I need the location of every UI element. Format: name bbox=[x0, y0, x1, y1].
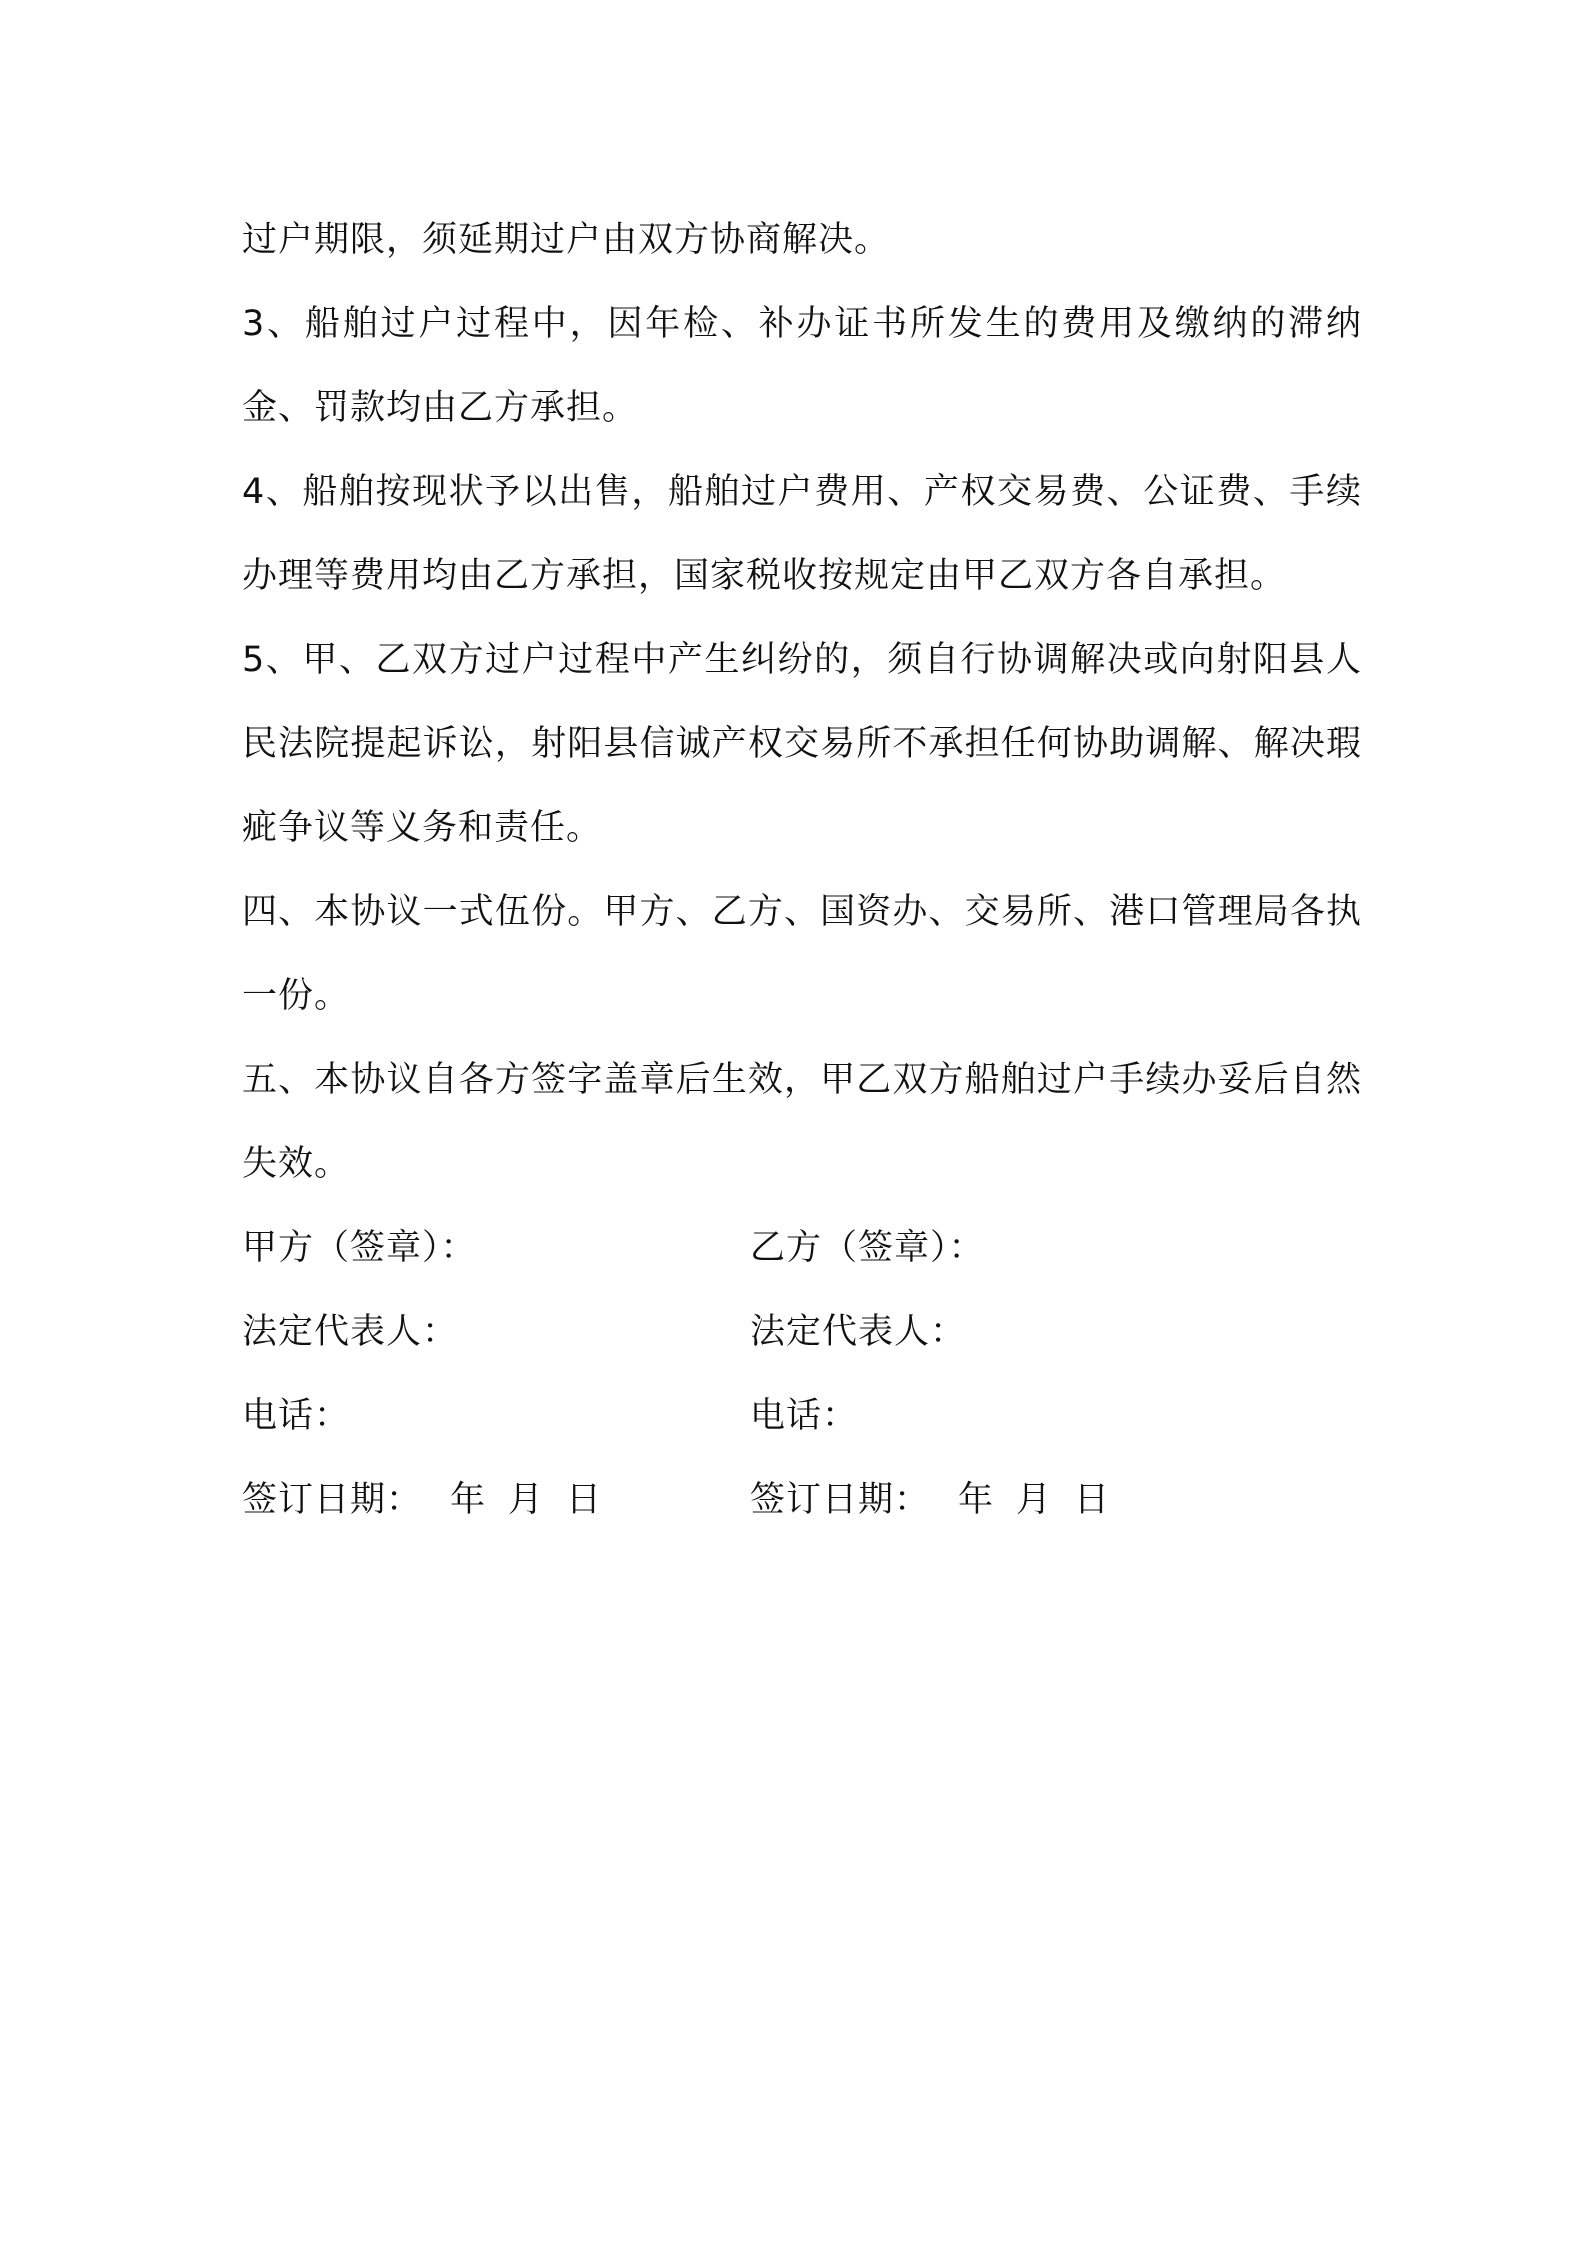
party-b-date-label: 签订日期： bbox=[750, 1480, 931, 1520]
party-a-signing-date bbox=[242, 1458, 602, 1542]
party-a-phone-label: 电话： bbox=[242, 1396, 351, 1436]
paragraph-clause-5: 5、甲、乙双方过户过程中产生纠纷的，须自行协调解决或向射阳县人民法院提起诉讼，射阳县信诚产权交易所不承担任何协助调解、解决瑕疵争议等义务和责任。 bbox=[242, 640, 1362, 848]
paragraph-copies: 四、本协议一式伍份。甲方、乙方、国资办、交易所、港口管理局各执一份。 bbox=[242, 892, 1362, 1016]
party-b-date-day: 日 bbox=[1074, 1480, 1111, 1520]
party-b-seal-label: 乙方（签章）： bbox=[750, 1228, 985, 1268]
party-b-date-year: 年 bbox=[958, 1480, 995, 1520]
signature-row-seal bbox=[242, 1206, 1362, 1290]
signature-row-date bbox=[242, 1458, 1362, 1542]
party-b-phone-label: 电话： bbox=[750, 1396, 859, 1436]
paragraph-transfer-deadline: 过户期限，须延期过户由双方协商解决。 bbox=[242, 220, 891, 260]
party-a-date-day: 日 bbox=[566, 1480, 603, 1520]
party-b-signing-date bbox=[750, 1458, 1110, 1542]
party-a-seal-label: 甲方（签章）： bbox=[242, 1228, 477, 1268]
party-a-date-year: 年 bbox=[450, 1480, 487, 1520]
signature-row-phone bbox=[242, 1374, 1362, 1458]
party-a-date-label: 签订日期： bbox=[242, 1480, 423, 1520]
party-b-date-month: 月 bbox=[1016, 1480, 1053, 1520]
document-body bbox=[242, 198, 1362, 1542]
party-a-date-month: 月 bbox=[508, 1480, 545, 1520]
paragraph-effectiveness: 五、本协议自各方签字盖章后生效，甲乙双方船舶过户手续办妥后自然失效。 bbox=[242, 1060, 1362, 1184]
party-b-representative-label: 法定代表人： bbox=[750, 1312, 967, 1352]
signature-row-representative bbox=[242, 1290, 1362, 1374]
party-a-representative-label: 法定代表人： bbox=[242, 1312, 459, 1352]
paragraph-clause-4: 4、船舶按现状予以出售，船舶过户费用、产权交易费、公证费、手续办理等费用均由乙方承担，国家税收按规定由甲乙双方各自承担。 bbox=[242, 472, 1362, 596]
paragraph-clause-3: 3、船舶过户过程中，因年检、补办证书所发生的费用及缴纳的滞纳金、罚款均由乙方承担。 bbox=[242, 304, 1362, 428]
